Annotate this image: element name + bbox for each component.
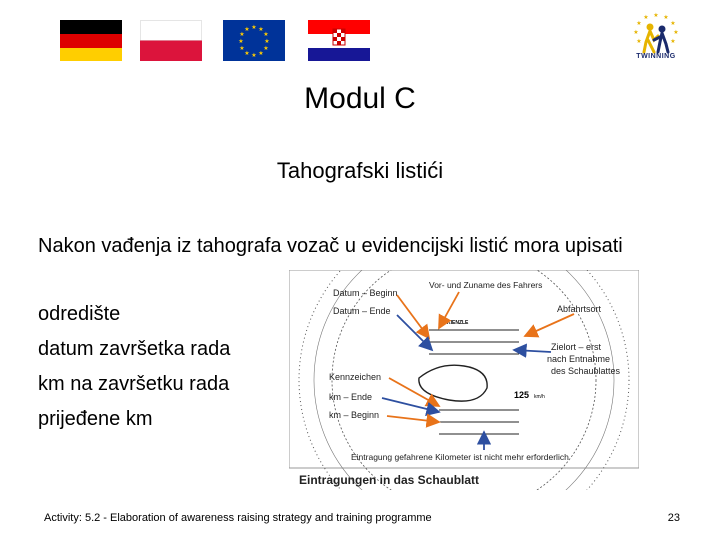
croatia-flag — [308, 20, 370, 61]
svg-text:★: ★ — [636, 21, 642, 27]
svg-text:★: ★ — [251, 53, 257, 59]
kienzle-label: KIENZLE — [447, 320, 469, 326]
intro-text — [38, 233, 678, 260]
svg-text:★: ★ — [239, 46, 245, 52]
page-number: 23 — [667, 512, 680, 524]
svg-text:★: ★ — [670, 39, 676, 45]
date-end-label: Datum – Ende — [333, 306, 391, 316]
date-begin-label: Datum – Beginn — [333, 288, 398, 298]
eu-flag — [223, 20, 285, 61]
svg-text:★: ★ — [244, 51, 250, 57]
svg-text:★: ★ — [663, 15, 669, 21]
driver-name-label: Vor- und Zuname des Fahrers — [429, 280, 543, 290]
speed-unit-label: km/h — [534, 394, 545, 400]
chart-caption: Eintragungen in das Schaublatt — [299, 473, 480, 487]
svg-text:★: ★ — [670, 21, 676, 27]
intro-bold: Nakon — [38, 235, 96, 257]
destination-label-1: Zielort – erst — [551, 342, 602, 352]
slide-title: Modul C — [304, 82, 416, 115]
svg-text:★: ★ — [636, 39, 642, 45]
svg-text:★: ★ — [238, 39, 244, 45]
twinning-logo-text: TWINNING — [636, 53, 676, 60]
plate-label: Kennzeichen — [329, 372, 382, 382]
svg-text:★: ★ — [643, 15, 649, 21]
svg-text:★: ★ — [258, 27, 264, 33]
slide-subtitle: Tahografski listići — [276, 158, 444, 183]
item-list — [38, 297, 230, 437]
svg-text:★: ★ — [673, 30, 679, 36]
footer-activity: Activity: 5.2 - Elaboration of awareness raising strategy and training programme — [44, 512, 432, 524]
svg-text:★: ★ — [263, 46, 269, 52]
poland-flag — [140, 20, 202, 61]
svg-text:★: ★ — [263, 32, 269, 38]
list-item: odredište — [38, 303, 121, 325]
list-item: datum završetka rada — [38, 338, 231, 360]
svg-text:★: ★ — [633, 30, 639, 36]
list-item: km na završetku rada — [38, 373, 230, 395]
svg-text:★: ★ — [244, 27, 250, 33]
destination-label-3: des Schaublattes — [551, 366, 621, 376]
km-begin-label: km – Beginn — [329, 410, 380, 420]
bottom-note-label: Eintragung gefahrene Kilometer ist nicht mehr erforderlich — [351, 452, 569, 462]
km-end-label: km – Ende — [329, 392, 373, 402]
speed-label: 125 — [514, 390, 530, 400]
svg-text:★: ★ — [258, 51, 264, 57]
intro-rest: vađenja iz tahografa vozač u evidencijski listić mora upisati — [95, 235, 623, 257]
tachograph-chart-image — [289, 270, 639, 490]
germany-flag — [60, 20, 122, 61]
svg-text:★: ★ — [239, 32, 245, 38]
svg-text:★: ★ — [264, 39, 270, 45]
svg-text:★: ★ — [251, 25, 257, 31]
departure-label: Abfahrtsort — [557, 304, 602, 314]
list-item: prijeđene km — [38, 408, 153, 430]
destination-label-2: nach Entnahme — [547, 354, 611, 364]
svg-text:★: ★ — [653, 13, 659, 19]
